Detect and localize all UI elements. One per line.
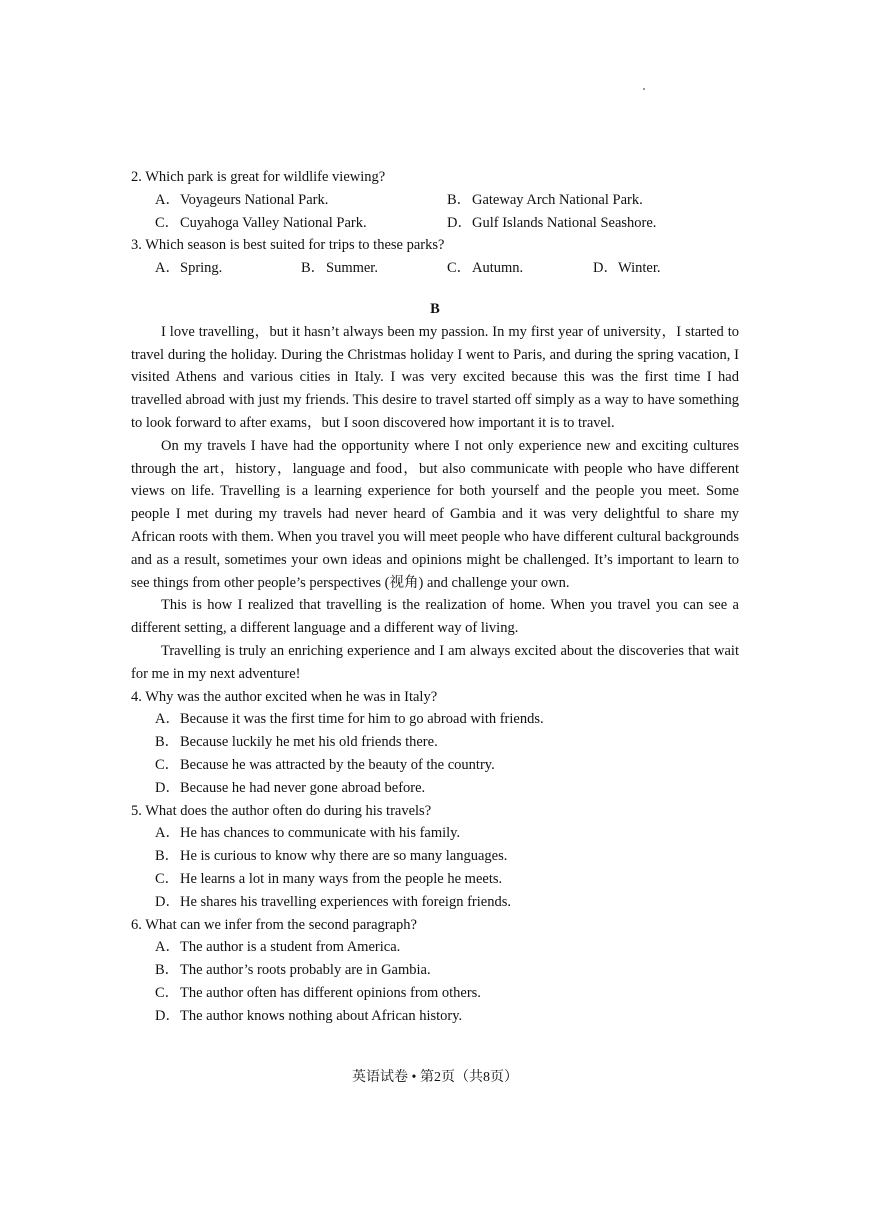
q2-options-row-2: [131, 212, 739, 235]
q3-options-row: [131, 257, 739, 280]
q6-option-d[interactable]: D．The author knows nothing about African history.: [155, 1007, 463, 1024]
q2-option-d[interactable]: D．Gulf Islands National Seashore.: [447, 214, 657, 231]
q6-option-a[interactable]: A．The author is a student from America.: [155, 939, 401, 956]
q5-option-c[interactable]: C．He learns a lot in many ways from the people he meets.: [155, 870, 503, 887]
q2-option-c[interactable]: C．Cuyahoga Valley National Park.: [155, 214, 367, 231]
passage-b-paragraph-3: This is how I realized that travelling is the realization of home. When you travel you can see a different setting, a different language and a different way of living.: [131, 597, 739, 637]
q5-stem: 5. What does the author often do during his travels?: [131, 802, 432, 819]
passage-b-paragraph-1: I love travelling，but it hasn’t always been my passion. In my first year of university，I started to travel during the holiday. During the Christmas holiday I went to Paris, and during the spring vacation, I visited Athens and various cities in Italy. I was very excited because this was the first time I had travelled abroad with just my friends. This desire to travel started off simply as a way to have something to look forward to after exams，but I soon discovered how important it is to travel.: [131, 323, 739, 431]
q5-option-a[interactable]: A．He has chances to communicate with his family.: [155, 825, 461, 842]
q2-option-a[interactable]: A．Voyageurs National Park.: [155, 191, 329, 208]
scan-speck: [643, 88, 645, 90]
page-footer: 英语试卷 • 第2页（共8页）: [352, 1070, 518, 1085]
q3-option-d[interactable]: D．Winter.: [593, 260, 661, 277]
q2-option-b[interactable]: B．Gateway Arch National Park.: [447, 191, 643, 208]
passage-b-paragraph-2: On my travels I have had the opportunity where I not only experience new and exciting cultures through the art，history，language and food，but also communicate with people who have different views on life. Travelling is a learning experience for both yourself and the people you meet. Some people I met during my travels had never heard of Gambia and it was very delightful to share my African roots with them. When you travel you will meet people who have different cultural backgrounds and as a result, sometimes your own ideas and opinions might be challenged. It’s important to learn to see things from other people’s perspectives (视角) and challenge your own.: [131, 437, 739, 591]
q4-option-a[interactable]: A．Because it was the first time for him to go abroad with friends.: [155, 711, 544, 728]
q5-option-d[interactable]: D．He shares his travelling experiences with foreign friends.: [155, 893, 511, 910]
passage-b-heading: B: [430, 300, 440, 317]
passage-b-paragraph-4: Travelling is truly an enriching experience and I am always excited about the discoveries that wait for me in my next adventure!: [131, 642, 739, 682]
q4-option-d[interactable]: D．Because he had never gone abroad before.: [155, 779, 426, 796]
q4-option-b[interactable]: B．Because luckily he met his old friends there.: [155, 734, 438, 751]
q2-options-row-1: [131, 189, 739, 212]
q3-option-b[interactable]: B．Summer.: [301, 260, 378, 277]
q4-option-c[interactable]: C．Because he was attracted by the beauty of the country.: [155, 756, 495, 773]
exam-content: [131, 166, 739, 1027]
q3-option-c[interactable]: C．Autumn.: [447, 260, 524, 277]
q3-stem: 3. Which season is best suited for trips to these parks?: [131, 237, 445, 254]
q6-option-b[interactable]: B．The author’s roots probably are in Gambia.: [155, 962, 431, 979]
q4-stem: 4. Why was the author excited when he was in Italy?: [131, 688, 438, 705]
q5-option-b[interactable]: B．He is curious to know why there are so many languages.: [155, 848, 508, 865]
q2-stem: 2. Which park is great for wildlife viewing?: [131, 169, 386, 185]
q6-stem: 6. What can we infer from the second paragraph?: [131, 916, 417, 933]
q6-option-c[interactable]: C．The author often has different opinions from others.: [155, 984, 481, 1001]
q3-option-a[interactable]: A．Spring.: [155, 260, 223, 277]
